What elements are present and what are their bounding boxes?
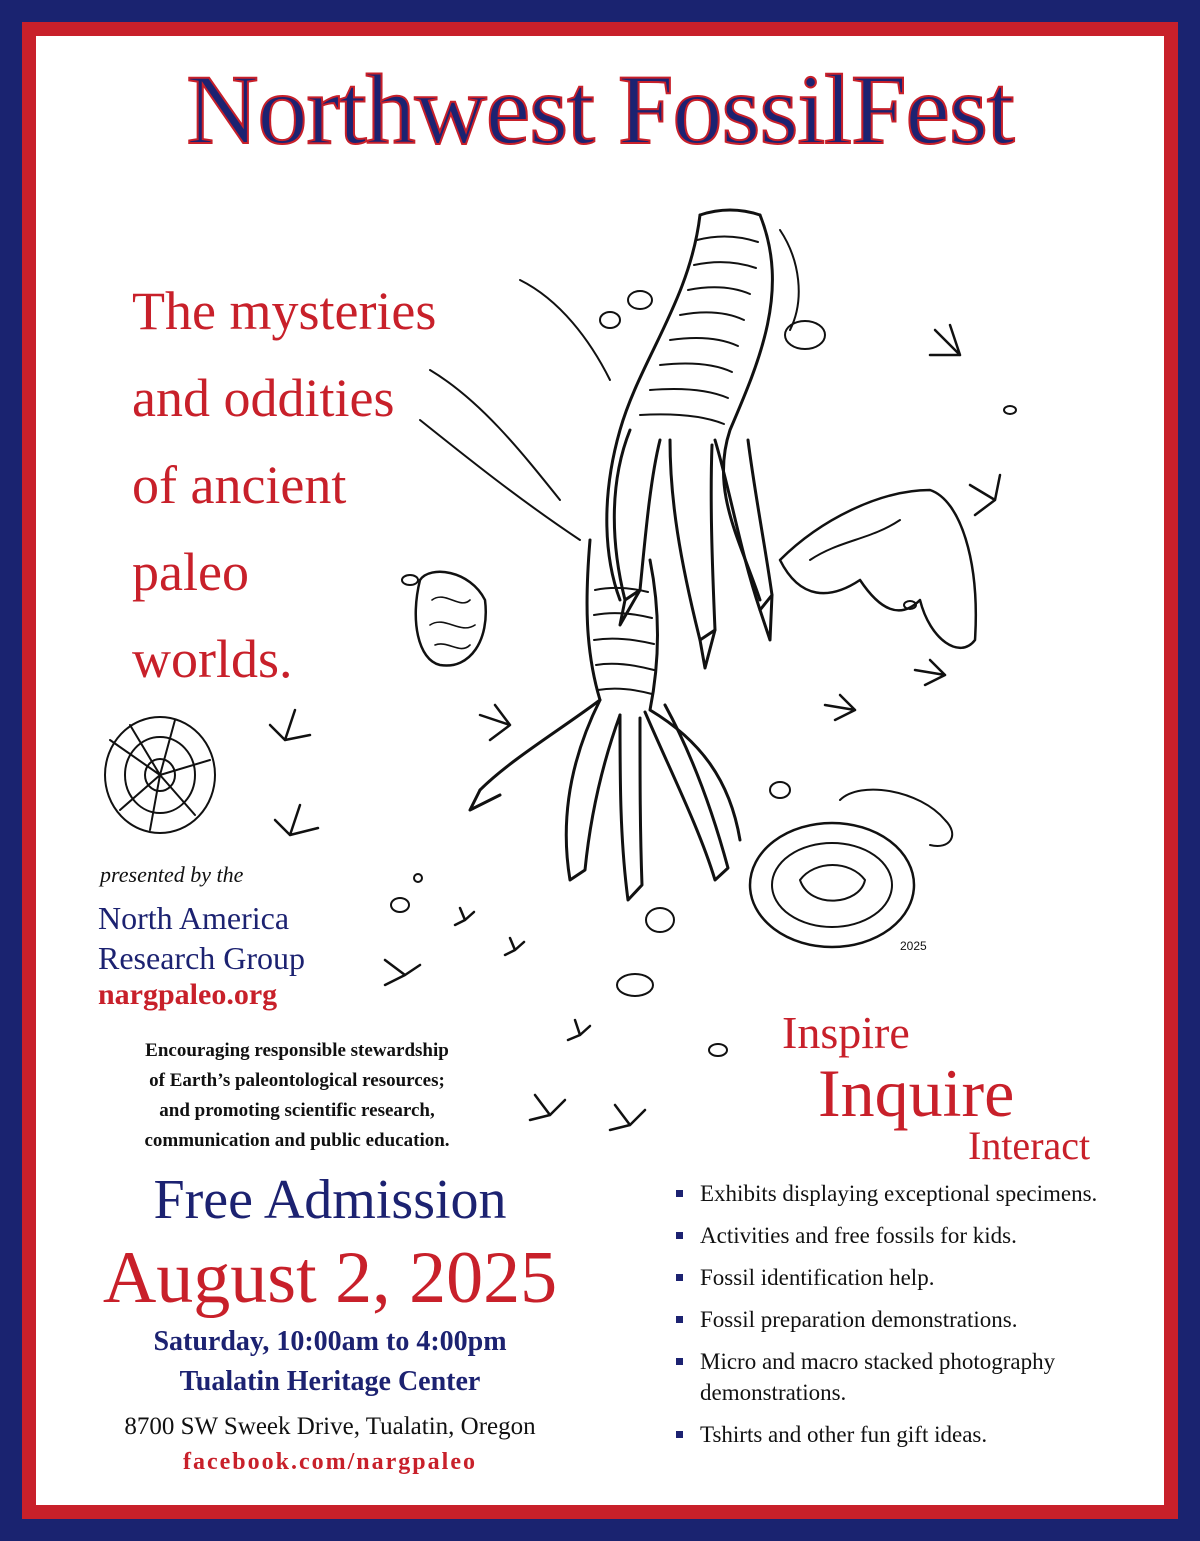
mission-line: of Earth’s paleontological resources; [149,1070,445,1091]
artist-signature: 2025 [900,939,927,953]
motto-inquire: Inquire [818,1055,1015,1131]
event-venue: Tualatin Heritage Center [179,1366,481,1397]
org-line: Research Group [98,940,306,976]
mission-line: and promoting scientific research, [159,1100,435,1121]
list-item: Tshirts and other fun gift ideas. [674,1419,1174,1450]
event-date: August 2, 2025 [102,1237,558,1319]
ammonite-icon [105,717,215,833]
tagline-line: paleo [132,542,249,602]
presented-by: presented by the [100,862,244,887]
org-line: North America [98,900,290,936]
list-item: Fossil identification help. [674,1262,1174,1293]
admission-label: Free Admission [153,1169,507,1231]
tagline [132,268,436,703]
event-time: Saturday, 10:00am to 4:00pm [153,1326,507,1357]
motto-interact: Interact [968,1123,1091,1168]
tagline-line: of ancient [132,455,347,515]
organization-name [98,898,305,978]
tagline-line: and oddities [132,368,395,428]
highlights-list [674,1178,1174,1461]
mission-line: communication and public education. [144,1130,450,1151]
list-item: Micro and macro stacked photography demonstrations. [674,1346,1140,1408]
tagline-line: worlds. [132,629,293,689]
mission-line: Encouraging responsible stewardship [145,1040,449,1061]
list-item: Exhibits displaying exceptional specimens. [674,1178,1174,1209]
list-item: Activities and free fossils for kids. [674,1220,1174,1251]
list-item: Fossil preparation demonstrations. [674,1304,1174,1335]
facebook-link[interactable]: facebook.com/nargpaleo [183,1449,477,1475]
tagline-line: The mysteries [132,281,437,341]
event-address: 8700 SW Sweek Drive, Tualatin, Oregon [124,1413,536,1440]
motto-inspire: Inspire [782,1007,910,1058]
website-link[interactable]: nargpaleo.org [98,978,278,1011]
mission-statement [92,1036,502,1156]
poster-title: Northwest FossilFest [186,54,1014,165]
